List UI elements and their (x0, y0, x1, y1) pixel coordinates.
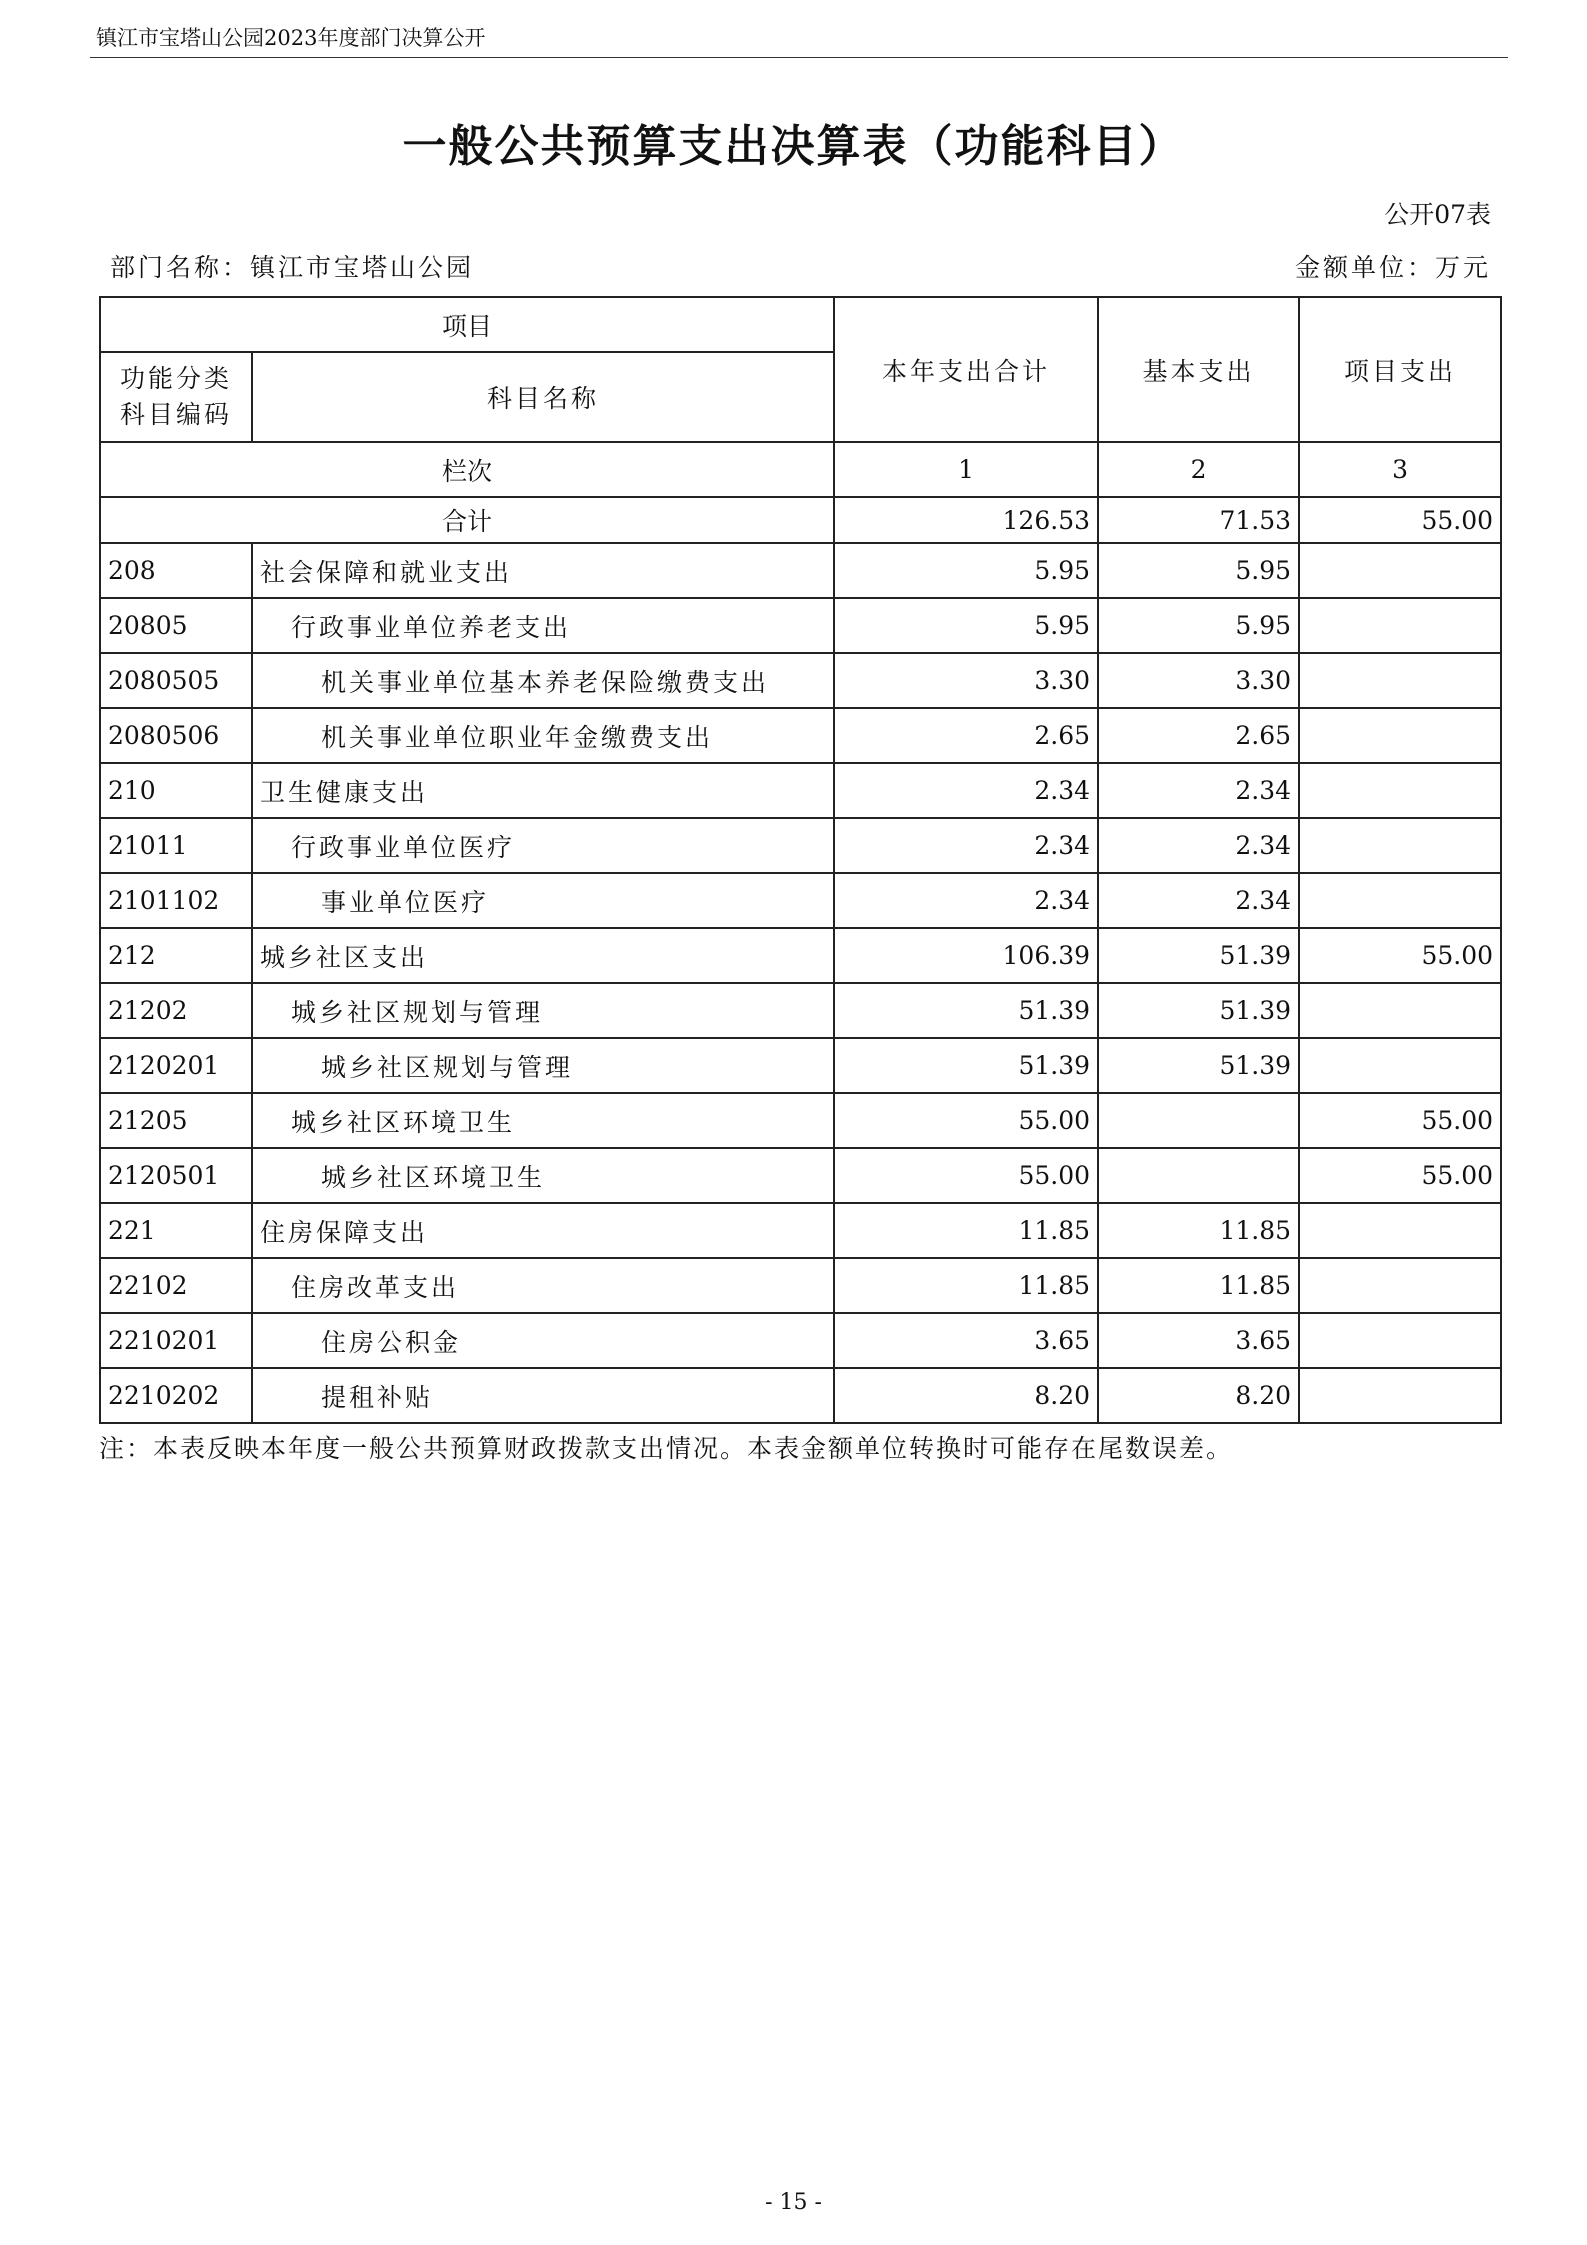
row-project (1299, 1368, 1501, 1423)
row-code: 22102 (100, 1258, 252, 1313)
row-total: 5.95 (834, 543, 1098, 598)
table-number: 公开07表 (1384, 200, 1491, 229)
row-code: 2080506 (100, 708, 252, 763)
row-basic: 11.85 (1098, 1203, 1299, 1258)
row-name: 行政事业单位医疗 (252, 818, 834, 873)
table-row (100, 763, 1501, 818)
row-code: 21205 (100, 1093, 252, 1148)
header-item: 项目 (100, 297, 834, 352)
row-code: 2210202 (100, 1368, 252, 1423)
header-basic: 基本支出 (1098, 297, 1299, 442)
row-code: 2080505 (100, 653, 252, 708)
row-basic: 11.85 (1098, 1258, 1299, 1313)
table-row (100, 1258, 1501, 1313)
row-total: 2.34 (834, 873, 1098, 928)
row-name: 城乡社区规划与管理 (252, 983, 834, 1038)
row-name: 城乡社区规划与管理 (252, 1038, 834, 1093)
sum-project: 55.00 (1299, 497, 1501, 543)
row-code: 212 (100, 928, 252, 983)
row-project (1299, 983, 1501, 1038)
sum-row (100, 497, 1501, 543)
row-name: 城乡社区支出 (252, 928, 834, 983)
row-basic (1098, 1148, 1299, 1203)
row-project: 55.00 (1299, 1148, 1501, 1203)
row-total: 2.34 (834, 818, 1098, 873)
row-total: 51.39 (834, 983, 1098, 1038)
document-title: 一般公共预算支出决算表（功能科目） (402, 121, 1185, 172)
row-total: 2.65 (834, 708, 1098, 763)
row-total: 8.20 (834, 1368, 1098, 1423)
row-name: 城乡社区环境卫生 (252, 1093, 834, 1148)
row-total: 3.30 (834, 653, 1098, 708)
row-project (1299, 763, 1501, 818)
row-code: 2120201 (100, 1038, 252, 1093)
sum-basic: 71.53 (1098, 497, 1299, 543)
row-project (1299, 1038, 1501, 1093)
row-total: 11.85 (834, 1258, 1098, 1313)
row-basic: 5.95 (1098, 598, 1299, 653)
row-basic (1098, 1093, 1299, 1148)
row-name: 住房改革支出 (252, 1258, 834, 1313)
table-row (100, 708, 1501, 763)
row-name: 城乡社区环境卫生 (252, 1148, 834, 1203)
row-code: 210 (100, 763, 252, 818)
row-basic: 2.34 (1098, 763, 1299, 818)
row-project (1299, 1313, 1501, 1368)
row-name: 机关事业单位职业年金缴费支出 (252, 708, 834, 763)
row-basic: 2.34 (1098, 873, 1299, 928)
row-total: 11.85 (834, 1203, 1098, 1258)
table-row (100, 543, 1501, 598)
row-total: 55.00 (834, 1148, 1098, 1203)
table-row (100, 1093, 1501, 1148)
row-project (1299, 1203, 1501, 1258)
row-total: 5.95 (834, 598, 1098, 653)
row-code: 221 (100, 1203, 252, 1258)
row-basic: 3.65 (1098, 1313, 1299, 1368)
expenditure-table (99, 296, 1502, 1424)
row-project (1299, 598, 1501, 653)
col-index-1: 1 (834, 442, 1098, 497)
page-number: - 15 - (765, 2190, 822, 2215)
row-name: 机关事业单位基本养老保险缴费支出 (252, 653, 834, 708)
table-row (100, 983, 1501, 1038)
row-project: 55.00 (1299, 1093, 1501, 1148)
table-row (100, 1313, 1501, 1368)
header-name: 科目名称 (252, 352, 834, 442)
row-basic: 51.39 (1098, 928, 1299, 983)
table-row (100, 873, 1501, 928)
table-row (100, 1203, 1501, 1258)
amount-unit: 金额单位：万元 (1294, 253, 1491, 282)
row-basic: 51.39 (1098, 983, 1299, 1038)
row-code: 208 (100, 543, 252, 598)
row-basic: 8.20 (1098, 1368, 1299, 1423)
col-index-2: 2 (1098, 442, 1299, 497)
row-name: 卫生健康支出 (252, 763, 834, 818)
row-code: 2120501 (100, 1148, 252, 1203)
table-row (100, 653, 1501, 708)
header-divider (90, 57, 1508, 58)
table-row (100, 1368, 1501, 1423)
row-project (1299, 653, 1501, 708)
row-name: 住房保障支出 (252, 1203, 834, 1258)
header-total: 本年支出合计 (834, 297, 1098, 442)
row-code: 2210201 (100, 1313, 252, 1368)
row-name: 事业单位医疗 (252, 873, 834, 928)
table-row (100, 818, 1501, 873)
row-name: 行政事业单位养老支出 (252, 598, 834, 653)
sum-total: 126.53 (834, 497, 1098, 543)
header-code: 功能分类科目编码 (100, 352, 252, 442)
col-index-3: 3 (1299, 442, 1501, 497)
sum-label: 合计 (100, 497, 834, 543)
row-code: 20805 (100, 598, 252, 653)
row-basic: 5.95 (1098, 543, 1299, 598)
table-row (100, 1148, 1501, 1203)
row-name: 住房公积金 (252, 1313, 834, 1368)
row-total: 55.00 (834, 1093, 1098, 1148)
running-header: 镇江市宝塔山公园2023年度部门决算公开 (96, 26, 486, 50)
row-basic: 3.30 (1098, 653, 1299, 708)
table-row (100, 928, 1501, 983)
row-code: 2101102 (100, 873, 252, 928)
row-project (1299, 818, 1501, 873)
row-code: 21011 (100, 818, 252, 873)
row-project (1299, 1258, 1501, 1313)
row-project (1299, 873, 1501, 928)
row-name: 社会保障和就业支出 (252, 543, 834, 598)
row-project (1299, 543, 1501, 598)
row-code: 21202 (100, 983, 252, 1038)
row-total: 51.39 (834, 1038, 1098, 1093)
row-name: 提租补贴 (252, 1368, 834, 1423)
table-row (100, 598, 1501, 653)
department-name: 部门名称：镇江市宝塔山公园 (110, 253, 475, 282)
row-project: 55.00 (1299, 928, 1501, 983)
header-project: 项目支出 (1299, 297, 1501, 442)
row-total: 3.65 (834, 1313, 1098, 1368)
row-basic: 51.39 (1098, 1038, 1299, 1093)
col-index-label: 栏次 (100, 442, 834, 497)
row-total: 2.34 (834, 763, 1098, 818)
row-total: 106.39 (834, 928, 1098, 983)
row-project (1299, 708, 1501, 763)
row-basic: 2.65 (1098, 708, 1299, 763)
table-row (100, 1038, 1501, 1093)
table-note: 注：本表反映本年度一般公共预算财政拨款支出情况。本表金额单位转换时可能存在尾数误差。 (99, 1434, 1234, 1463)
row-basic: 2.34 (1098, 818, 1299, 873)
